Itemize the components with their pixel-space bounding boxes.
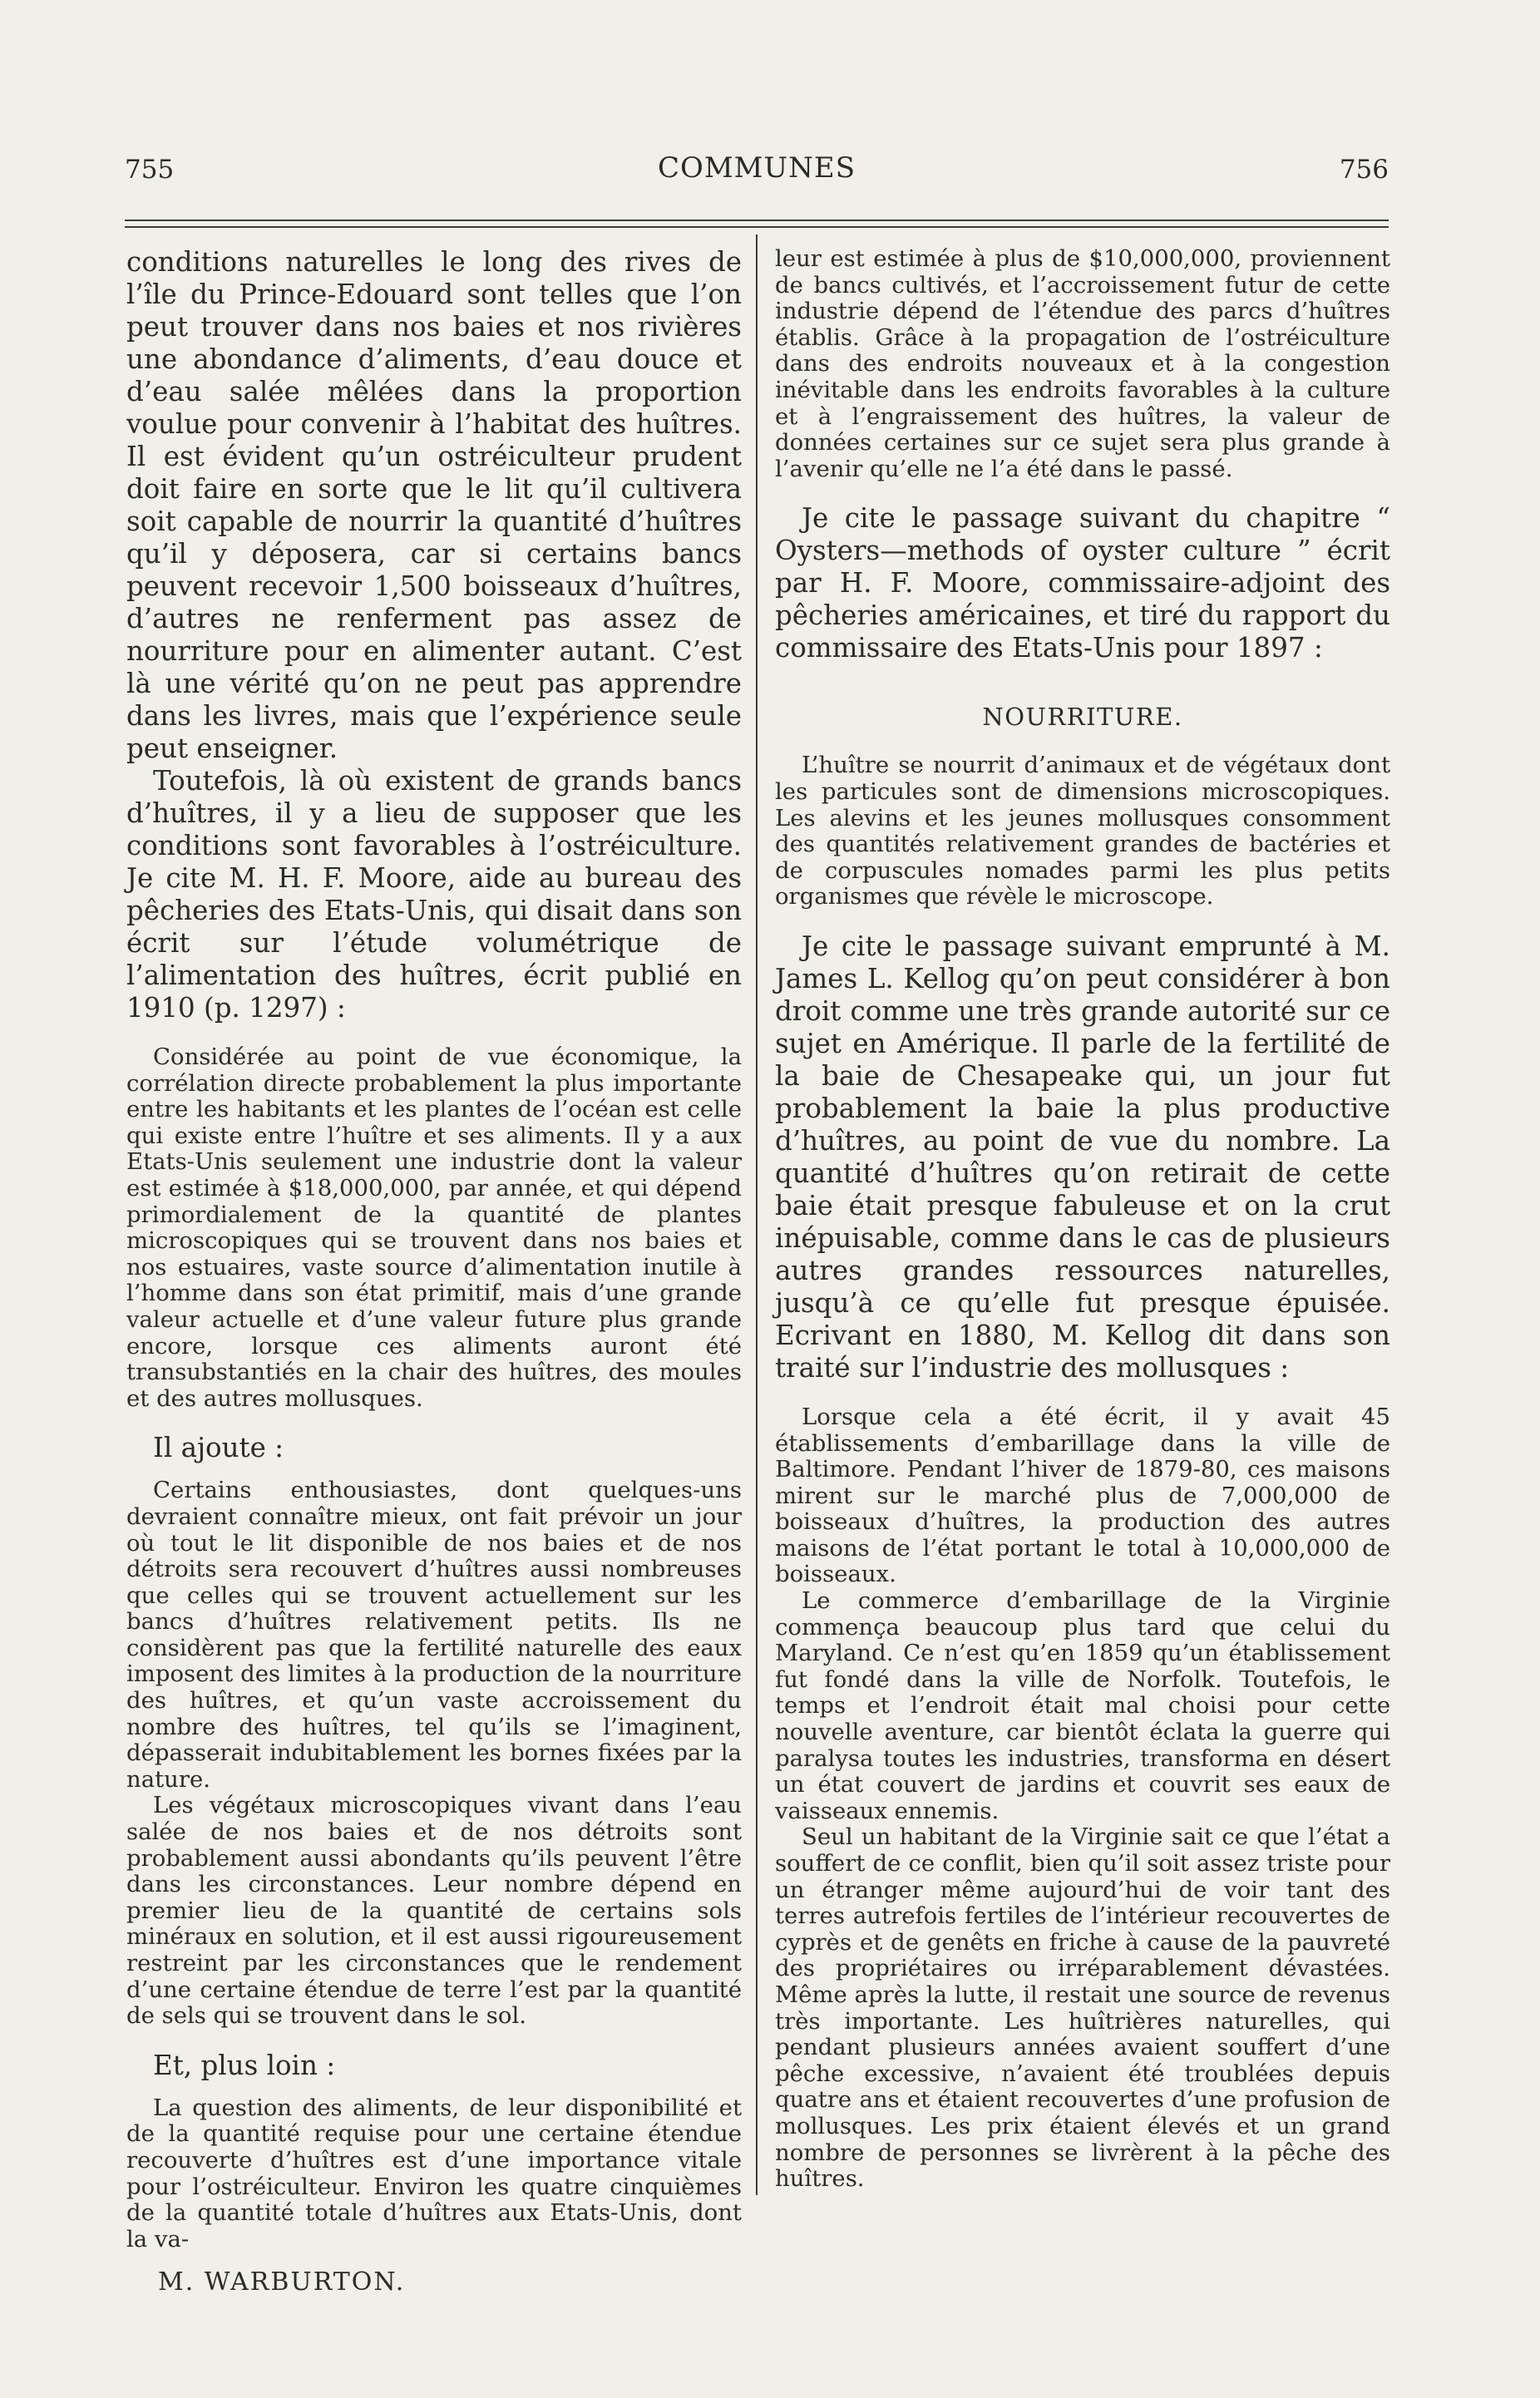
block-quote: Le commerce d’embarillage de la Virginie commença beaucoup plus tard que celui du Maryland. Ce n’est qu’en 1859 qu’un établissement fut fondé dans la ville de Norfolk. Toutefois, le temps et l’endroit était mal choisi pour cette nouvelle aventure, car bientôt éclata la guerre qui paralysa toutes les industries, transforma en désert un état couvert de jardins et couvrit ses eaux de vaisseaux ennemis. — [775, 1587, 1390, 1824]
paragraph: Toutefois, là où existent de grands bancs d’huîtres, il y a lieu de supposer que les conditions sont favorables à l’ostréiculture. Je cite M. H. F. Moore, aide au bureau des pêcheries des Etats-Unis, qui disait dans son écrit sur l’étude volumétrique de l’alimentation des huîtres, écrit publié en 1910 (p. 1297) : — [126, 765, 742, 1024]
block-quote: Considérée au point de vue économique, la corrélation directe probablement la plus importante entre les habitants et les plantes de l’océan est celle qui existe entre l’huître et ses aliments. Il y a aux Etats-Unis seulement une industrie dont la valeur est estimée à $18,000,000, par année, et qui dépend primordialement de la quantité de plantes microscopiques qui se trouvent dans nos baies et nos estuaires, vaste source d’alimentation inutile à l’homme dans son état primitif, mais d’une grande valeur actuelle et d’une valeur future plus grande encore, lorsque ces aliments auront été transubstantiés en la chair des huîtres, des moules et des autres mollusques. — [126, 1044, 742, 1412]
paragraph: Et, plus loin : — [153, 2049, 336, 2081]
paragraph: Je cite le passage suivant emprunté à M. James L. Kellog qu’on peut considérer à bon droit comme une très grande autorité sur ce sujet en Amérique. Il parle de la fertilité de la baie de Chesapeake qui, un jour fut probablement la baie la plus productive d’huîtres, au point de vue du nombre. La quantité d’huîtres qu’on retirait de cette baie était presque fabuleuse et on la crut inépuisable, comme dans le cas de plusieurs autres grandes ressources naturelles, jusqu’à ce qu’elle fut presque épuisée. Ecrivant en 1880, M. Kellog dit dans son traité sur l’industrie des mollusques : — [775, 930, 1390, 1384]
block-quote: Seul un habitant de la Virginie sait ce que l’état a souffert de ce conflit, bien qu’il soit assez triste pour un étranger même aujourd’hui de voir tant des terres autrefois fertiles de l’intérieur recouvertes de cyprès et de genêts en friche à cause de la pauvreté des propriétaires ou irréparablement dévastées. Même après la lutte, il restait une source de revenus très importante. Les huîtrières naturelles, qui pendant plusieurs années avaient souffert d’une pêche excessive, n’avaient été troublées depuis quatre ans et étaient recouvertes d’une profusion de mollusques. Les prix étaient élevés et un grand nombre de personnes se livrèrent à la pêche des huîtres. — [775, 1823, 1390, 2193]
block-quote: Lorsque cela a été écrit, il y avait 45 établissements d’embarillage dans la ville de Baltimore. Pendant l’hiver de 1879-80, ces maisons mirent sur le marché plus de 7,000,000 de boisseaux d’huîtres, la production des autres maisons de l’état portant le total à 10,000,000 de boisseaux. — [775, 1403, 1390, 1588]
left-column — [126, 246, 742, 2297]
block-quote: leur est estimée à plus de $10,000,000, proviennent de bancs cultivés, et l’accroissement futur de cette industrie dépend de l’étendue des parcs d’huîtres établis. Grâce à la propagation de l’ostréiculture dans des endroits nouveaux et à la congestion inévitable dans les endroits favorables à la culture et à l’engraissement des huîtres, la valeur de données certaines sur ce sujet sera plus grande à l’avenir qu’elle ne l’a été dans le passé. — [775, 245, 1390, 482]
right-column — [775, 246, 1390, 2193]
block-quote: L’huître se nourrit d’animaux et de végétaux dont les particules sont de dimensions microscopiques. Les alevins et les jeunes mollusques consomment des quantités relativement grandes de bactéries et de corpuscules nomades parmi les plus petits organismes que révèle le microscope. — [775, 752, 1390, 910]
header-rule-bottom — [125, 226, 1389, 228]
block-quote: Les végétaux microscopiques vivant dans l’eau salée de nos baies et de nos détroits sont probablement aussi abondants qu’ils peuvent l’être dans les circonstances. Leur nombre dépend en premier lieu de la quantité de certains sols minéraux en solution, et il est aussi rigoureusement restreint par les circonstances que le rendement d’une certaine étendue de terre l’est par la quantité de sels qui se trouvent dans le sol. — [126, 1792, 742, 2030]
paragraph: Il ajoute : — [153, 1432, 284, 1464]
page-number-left: 755 — [125, 155, 175, 185]
column-divider — [756, 234, 758, 2195]
running-title: COMMUNES — [657, 151, 856, 185]
header-rule-top — [125, 220, 1389, 221]
page-number-right: 756 — [1339, 155, 1389, 185]
block-quote: La question des aliments, de leur disponibilité et de la quantité requise pour une certaine étendue recouverte d’huîtres est d’une importance vitale pour l’ostréiculteur. Environ les quatre cinquièmes de la quantité totale d’huîtres aux Etats-Unis, dont la va- — [126, 2094, 742, 2252]
block-quote: Certains enthousiastes, dont quelques-uns devraient connaître mieux, ont fait prévoir un jour où tout le lit disponible de nos baies et de nos détroits sera recouvert d’huîtres aussi nombreuses que celles qui se trouvent actuellement sur les bancs d’huîtres relativement petits. Ils ne considèrent pas que la fertilité naturelle des eaux imposent des limites à la production de la nourriture des huîtres, et qu’un vaste accroissement du nombre des huîtres, tel qu’ils se l’imaginent, dépasserait indubitablement les bornes fixées par la nature. — [126, 1477, 742, 1793]
page-header — [125, 148, 1389, 191]
paragraph: Je cite le passage suivant du chapitre “ Oysters—methods of oyster culture ” écrit par H. F. Moore, commissaire-adjoint des pêcheries américaines, et tiré du rapport du commissaire des Etats-Unis pour 1897 : — [775, 502, 1390, 664]
section-heading: NOURRITURE. — [982, 703, 1183, 732]
paragraph: conditions naturelles le long des rives de l’île du Prince-Edouard sont telles que l’on peut trouver dans nos baies et nos rivières une abondance d’aliments, d’eau douce et d’eau salée mêlées dans la proportion voulue pour convenir à l’habitat des huîtres. Il est évident qu’un ostréiculteur prudent doit faire en sorte que le lit qu’il cultivera soit capable de nourrir la quantité d’huîtres qu’il y déposera, car si certains bancs peuvent recevoir 1,500 boisseaux d’huîtres, d’autres ne renferment pas assez de nourriture pour en alimenter autant. C’est là une vérité qu’on ne peut pas apprendre dans les livres, mais que l’expérience seule peut enseigner. — [126, 246, 742, 764]
author-signature: M. WARBURTON. — [158, 2267, 406, 2297]
